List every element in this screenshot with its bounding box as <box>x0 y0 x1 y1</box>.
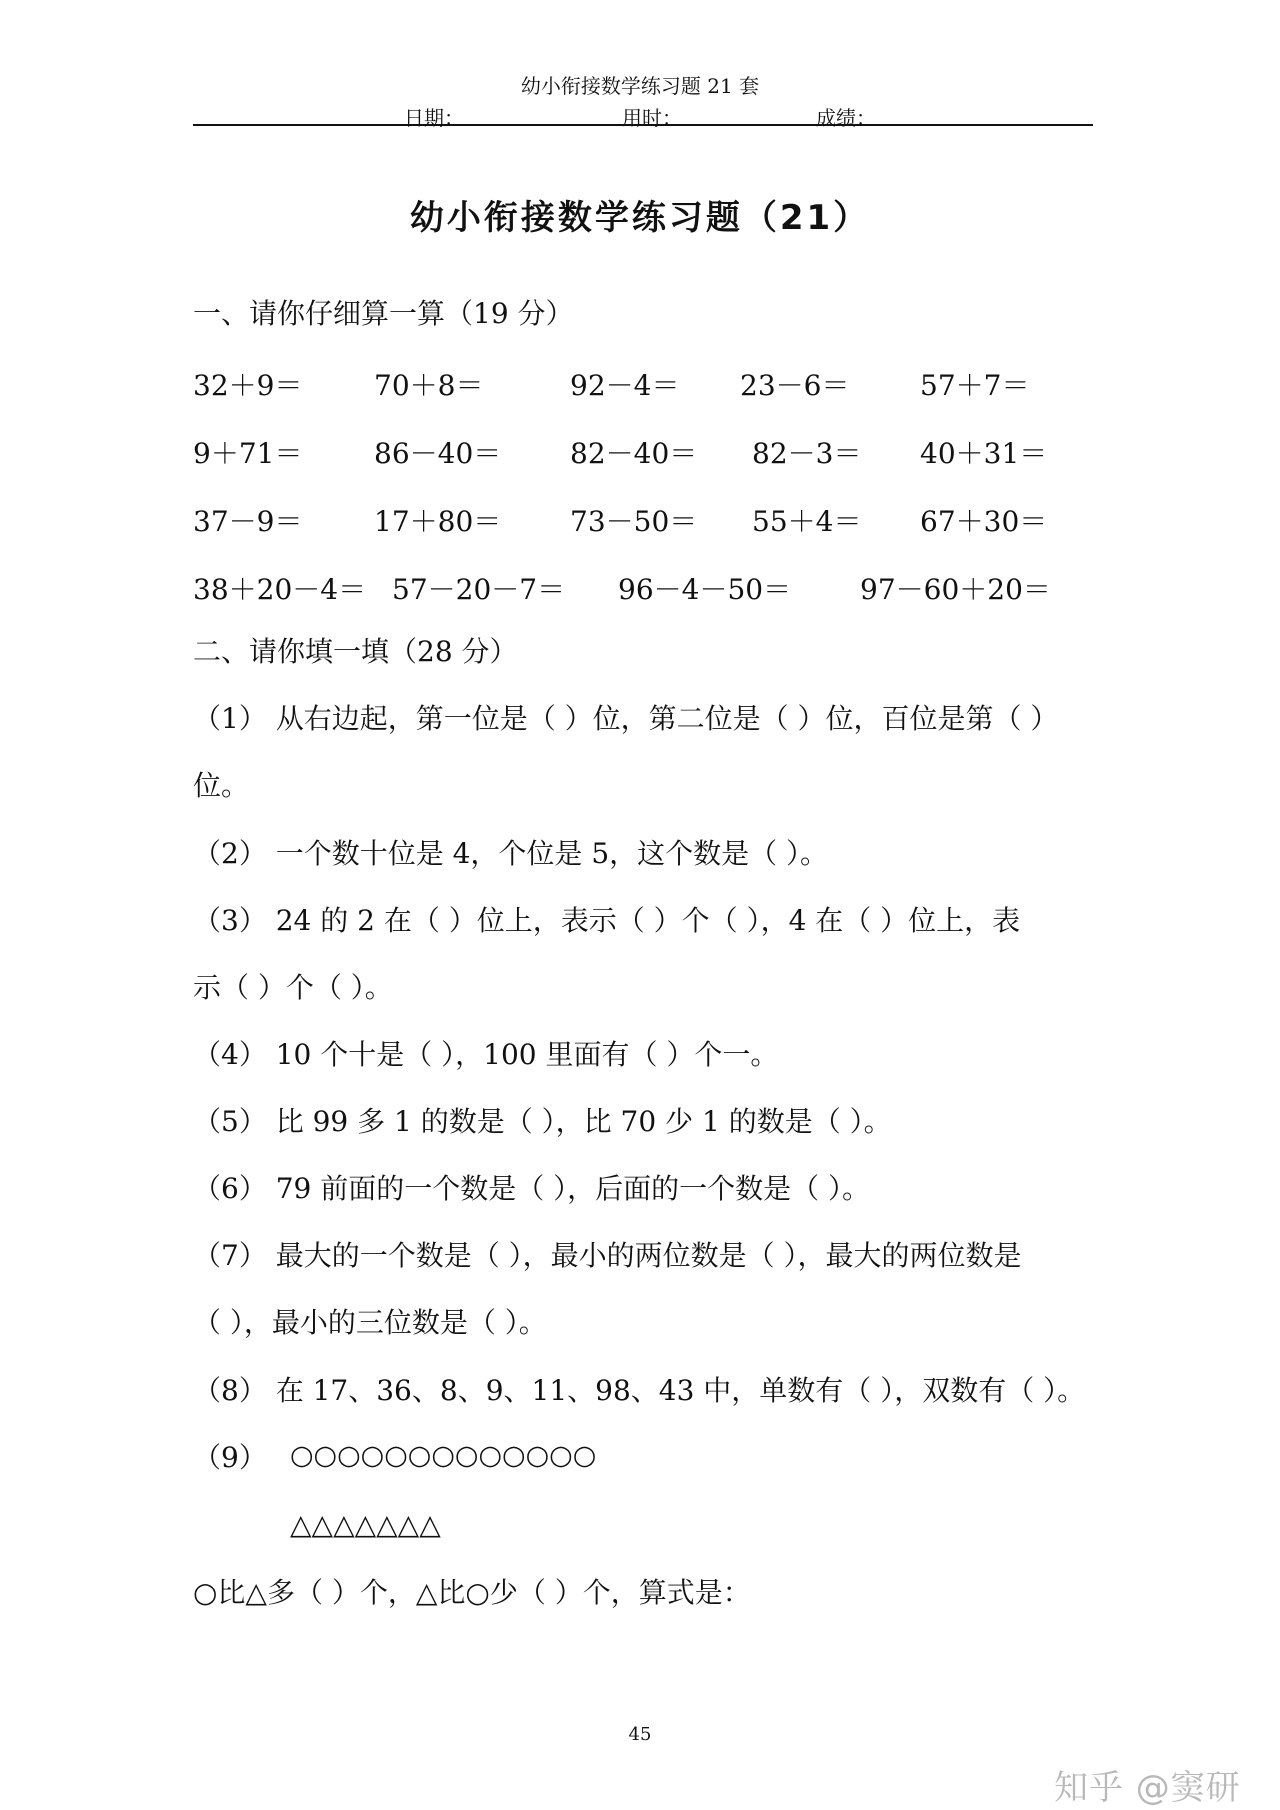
question-6: （6） 79 前面的一个数是（ ），后面的一个数是（ ）。 <box>193 1172 871 1205</box>
watermark: 知乎 @窦研 <box>1054 1768 1241 1808</box>
question-3-line-1: （3） 24 的 2 在（ ）位上，表示（ ）个（ ），4 在（ ）位上，表 <box>193 904 1021 937</box>
question-5: （5） 比 99 多 1 的数是（ ），比 70 少 1 的数是（ ）。 <box>193 1105 892 1138</box>
question-8: （8） 在 17、36、8、9、11、98、43 中，单数有（ ），双数有（ ）。 <box>193 1374 1086 1407</box>
equation: 70＋8＝ <box>374 369 484 402</box>
circles-row: ○○○○○○○○○○○○○ <box>290 1440 597 1471</box>
triangles-row: △△△△△△△ <box>290 1508 441 1541</box>
question-1-line-2: 位。 <box>193 769 250 802</box>
page-number: 45 <box>628 1724 652 1745</box>
score-label: 成绩： <box>816 106 876 130</box>
equation: 23－6＝ <box>740 369 850 402</box>
equation: 86－40＝ <box>374 437 502 470</box>
date-label: 日期： <box>404 106 464 130</box>
question-1-line-1: （1） 从右边起，第一位是（ ）位，第二位是（ ）位，百位是第（ ） <box>193 702 1059 735</box>
document-title: 幼小衔接数学练习题（21） <box>409 198 871 238</box>
question-4: （4） 10 个十是（ ），100 里面有（ ）个一。 <box>193 1038 779 1071</box>
header-divider <box>193 124 1093 126</box>
question-7-line-1: （7） 最大的一个数是（ ），最小的两位数是（ ），最大的两位数是 <box>193 1239 1022 1272</box>
equation: 37－9＝ <box>193 505 303 538</box>
time-label: 用时： <box>622 106 682 130</box>
equation: 40＋31＝ <box>920 437 1048 470</box>
question-7-line-2: （ ），最小的三位数是（ ）。 <box>193 1306 547 1339</box>
equation: 92－4＝ <box>570 369 680 402</box>
question-9-label: （9） <box>193 1441 267 1474</box>
question-3-line-2: 示（ ）个（ ）。 <box>193 971 393 1004</box>
equation: 57－20－7＝ <box>392 573 566 606</box>
equation: 82－40＝ <box>570 437 698 470</box>
equation: 55＋4＝ <box>752 505 862 538</box>
equation: 57＋7＝ <box>920 369 1030 402</box>
equation: 96－4－50＝ <box>618 573 792 606</box>
equation: 32＋9＝ <box>193 369 303 402</box>
section-1-heading: 一、请你仔细算一算（19 分） <box>193 297 574 330</box>
header-title: 幼小衔接数学练习题 21 套 <box>520 74 760 98</box>
equation: 82－3＝ <box>752 437 862 470</box>
question-2: （2） 一个数十位是 4，个位是 5，这个数是（ ）。 <box>193 837 829 870</box>
equation: 73－50＝ <box>570 505 698 538</box>
section-2-heading: 二、请你填一填（28 分） <box>193 635 518 668</box>
equation: 17＋80＝ <box>374 505 502 538</box>
equation: 97－60＋20＝ <box>860 573 1051 606</box>
equation: 9＋71＝ <box>193 437 303 470</box>
equation: 67＋30＝ <box>920 505 1048 538</box>
question-9-prompt: ○比△多（ ）个，△比○少（ ）个，算式是： <box>193 1576 751 1609</box>
equation: 38＋20－4＝ <box>193 573 367 606</box>
